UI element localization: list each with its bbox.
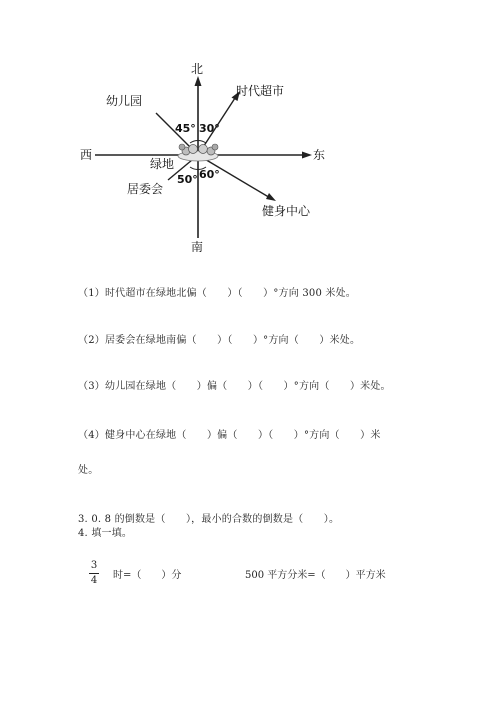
fraction-three-quarters xyxy=(89,560,99,587)
angle-sw: 50° xyxy=(177,173,198,186)
fraction-bar xyxy=(89,573,99,574)
label-center: 绿地 xyxy=(150,157,175,171)
north-arrow-icon xyxy=(195,76,202,86)
label-west: 西 xyxy=(80,148,93,162)
question-1: （1）时代超市在绿地北偏（ ）（ ）°方向 300 米处。 xyxy=(78,288,357,299)
fraction-denominator: 4 xyxy=(90,575,98,586)
angle-nw: 45° xyxy=(175,122,196,135)
label-south: 南 xyxy=(191,240,204,254)
label-north: 北 xyxy=(191,62,204,76)
fill-blank-hours-minutes: 时=（ ）分 xyxy=(113,570,182,581)
label-fitness: 健身中心 xyxy=(262,204,311,218)
question-3: （3）幼儿园在绿地（ ）偏（ ）（ ）°方向（ ）米处。 xyxy=(78,381,391,392)
ray-fitness-arrow-icon xyxy=(266,193,276,201)
label-east: 东 xyxy=(313,148,326,162)
east-arrow-icon xyxy=(302,152,312,159)
fraction-numerator: 3 xyxy=(90,560,98,571)
problem-3: 3. 0. 8 的倒数是（ ），最小的合数的倒数是（ ）。 xyxy=(78,514,340,525)
label-kindergarten: 幼儿园 xyxy=(106,94,143,108)
direction-diagram xyxy=(0,0,500,270)
label-committee: 居委会 xyxy=(127,182,164,196)
problem-4: 4. 填一填。 xyxy=(78,528,133,539)
label-supermarket: 时代超市 xyxy=(236,84,285,98)
question-4: （4）健身中心在绿地（ ）偏（ ）（ ）°方向（ ）米 xyxy=(78,430,381,441)
angle-ne: 30° xyxy=(199,122,220,135)
fill-blank-area: 500 平方分米=（ ）平方米 xyxy=(245,570,386,581)
question-2: （2）居委会在绿地南偏（ ）（ ）°方向（ ）米处。 xyxy=(78,335,361,346)
question-4-continued: 处。 xyxy=(78,465,99,476)
angle-se: 60° xyxy=(199,168,220,181)
